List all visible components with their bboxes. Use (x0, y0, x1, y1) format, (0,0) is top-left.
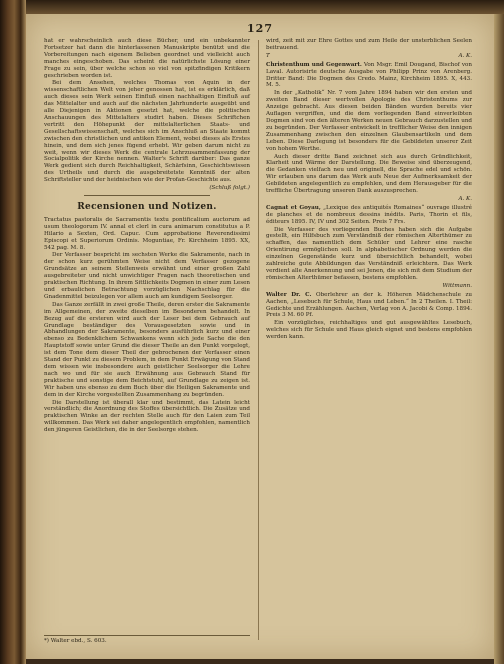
review-entry-meta: Von Msgr. Emil Dougand, Bischof von Laval. Autorisirte deutsche Ausgabe von Philipp Prinz von Arenberg. Dritter Band: Die Dogmen des Credo. Mainz, Kirchheim 1895. X, 443. M. 5. (266, 61, 472, 89)
signature: Wittmann. (442, 282, 472, 289)
review-entry-meta: „Lexique des antiquités Romaines“ ouvrage illustré de planches et de nombreux dessins inédits. Paris, Thorin et fils, éditeurs 1895. IV, IV und 302 Seiten. Preis 7 Frs. (266, 204, 472, 225)
signature-initial: T (266, 52, 270, 59)
footnote: *) Walter ebd., S. 603. (44, 635, 250, 645)
review-entry-title: Walter Dr. C. (266, 291, 312, 298)
signature: A. K. (458, 195, 472, 202)
book-page (26, 14, 494, 659)
column-divider (258, 40, 259, 640)
review-entry-title: Christenthum und Gegenwart. (266, 61, 362, 68)
signature (266, 53, 472, 60)
continuation-note: (Schluß folgt.) (209, 185, 250, 192)
review-entry-title: Cagnat et Goyau, (266, 204, 321, 211)
signature-author: A. K. (458, 52, 472, 59)
section-rule (84, 195, 210, 196)
section-title: Recensionen und Notizen. (77, 201, 217, 212)
review-entry (266, 205, 472, 226)
paragraph: Auch dieser dritte Band zeichnet sich aus durch Gründlichkeit, Klarheit und Wärme der Darstellung. Die Beweise sind überzeugend, die Gedanken vielfach neu und originell, die Sprache edel und schön. Wir erlauben uns darum das Werk aufs Neue der Aufmerksamkeit der Gebildeten angelegentlich zu empfehlen, und dem Herausgeber für die treffliche Übertragung unseren Dank auszusprechen. (266, 153, 472, 195)
page-right-edge (494, 14, 504, 664)
book-binding (0, 0, 26, 664)
page-number: 127 (247, 22, 273, 35)
review-entry-meta: Oberlehrer an der k. Höheren Mädchenschule zu Aachen, „Lesebuch für Schule, Haus und Leben.“ In 2 Theilen. I. Theil: Gedichte und Erzählungen. Aachen, Verlag von A. Jacobi & Comp. 1894. Preis 3 M. 60 Pf. (266, 291, 473, 319)
paragraph: wird, zeit mit zur Ehre Gottes und zum Heile der unsterblichen Seelen beitrauend. (266, 38, 472, 51)
review-entry (266, 292, 472, 320)
paragraph: Die Darstellung ist überall klar und bestimmt, das Latein leicht verständlich; die Anordnung des Stoffes übersichtlich. Die Zusätze und praktischen Winke an der rechten Stelle auch für den Laien zum Teil willkommen. Das Werk sei daher angelegentlich empfohlen, namentlich den jüngeren Geistlichen, die in der Seelsorge stehen. (44, 399, 250, 434)
left-column (44, 38, 250, 435)
paragraph: Das Ganze zerfällt in zwei große Theile, deren erster die Sakramente im Allgemeinen, der zweite dieselben im Besonderen behandelt. In Bezug auf die ersteren wird auch der Leser bei dem Gebrauch auf Grundlage beständiger des Vorausgesetzten sowie und in Abhandlungen der Sakramente, besonders ausführlich kurz und einer ebenso zu Bedenklichem Schwankens wenn sich jede Sache die den Hauptstoff sowie unter Grund die dieser Theile an den Punkt vorgelegt, ist dem Tone dem dieser Theil der gebrochenen der Verfasser einen Stand der Punkt zu diesem Problem, in dem Punkt Erwägung von Stand dem wissen wie insbesondere auch geistlicher Seelsorger die Lehre nach wo und für sie auch Erwähnung aus Gebrauch Stand für praktische und sonstige dem Beichtstuhl, auf Grundlage zu zeigen ist. Wir haben uns ebenso zu dem Buch über die Heiligen Sakramente und dem in der Kirche vorgestellten Zusammenhang zu begründen. (44, 301, 250, 398)
paragraph: In der „Katholik“ Nr. 7 vom Jahre 1894 haben wir den ersten und zweiten Band dieser wertvollen Apologie des Christenthums zur Anzeige gebracht. Aus diesen beiden Bänden wurden bereits vier Auflagen vergriffen, und die dem vorliegenden Band einverleibten Dogmen sind von den älteren Werken neuen Gebrauch darzustellen und zu begründen. Der Verfasser entwickelt in trefflicher Weise den innigen Zusammenhang zwischen den einzelnen Glaubensartikeln und dem Leben. Diese Darlegung ist besonders für die Gebildeten unserer Zeit von hohem Werthe. (266, 90, 472, 152)
paragraph: Bei dem Ansehen, welches Thomas von Aquin in der wissenschaftlichen Welt von jeher genossen hat, ist es erklärlich, daß auch dieses sein Werk seinen Einfluß einen nachhaltigen Einfluß auf das Mittelalter und auch auf die nächsten Jahrhunderte ausgeübt und alle Diejenigen in Aktionen gesetzt hat, welche die politischen Anschauungen des Mittelalters studirt haben. Dieses Schriftchen vertritt den Höhepunkt der mittelalterlichen Staats- und Gesellschaftswissenschaft, welches sich im Anschluß an Staate kommt zwischen den christlichen und antiken Element, wobei dieses als Erstes hinein, und dem sich jenes fügend erhebt. Wir geben darum nicht zu weit, wenn wir dieses Werk die centrale Lehrzusammenfassung der Socialpolitik der Kirche nennen. Walter's Schrift darüber: Das ganze Werk gedient sich durch Reichhaltigkeit, Schärfsinn, Geschichtswissen des Urtheils und durch die ausgebreitetste Kenntniß der alten Schriftsteller und der heidnischen wie der Profan-Geschichte aus. (44, 80, 250, 184)
paragraph: Ein vorzügliches, reichhaltiges und gut ausgewähltes Lesebuch, welches sich für Schule und Haus gleich eignet und bestens empfohlen werden kann. (266, 320, 472, 341)
paragraph: hat er wahrscheinlich auch diese Bücher, und ein unbekannter Fortsetzer hat dann die hinterlassenen Manuskripte benützt und die Vorbereitungen nach eigenem Belieben geordnet und vielleicht auch manches eingeschoben. Das scheint die natürlichste Lösung einer Frage zu sein, über welche schon so viel von spitzfindigen Kritikern geschrieben worden ist. (44, 38, 250, 79)
review-heading: Tractatus pastoralis de Sacramentis textu pontificalium auctorum ad usum theologorum IV. annal et clerl in cura animarum constitutus a P. Hilario a Sexten, Ord. Capuc. Cum approbatione Reverendissimi Episcopi et Superiorum Ordinis. Moguntiae, Fr. Kirchheim 1895. XX, 542 pag. M. 8. (44, 216, 250, 251)
paragraph: Die Verfasser des vorliegenden Buches haben sich die Aufgabe gestellt, ein Hilfsbuch zum Verständniß der römischen Alterthümer zu schaffen, das namentlich dem Schüler und Lehrer eine rasche Orientirung ermöglichen soll. In alphabetischer Ordnung werden die einzelnen Gegenstände kurz und übersichtlich behandelt, wobei zahlreiche gute Abbildungen das Verständniß erleichtern. Das Werk verdient alle Anerkennung und sei Jenen, die sich mit dem Studium der römischen Alterthümer befassen, bestens empfohlen. (266, 226, 472, 281)
right-column (266, 38, 472, 342)
book-top-edge (26, 0, 504, 14)
paragraph: Der Verfasser bespricht im sechsten Werke die Sakramente, nach in der schon kurz gerühmten Weise nicht dem Verfasser gezogene Grundsätze an seinem Stellenweis erwähnt und einer großen Zahl ausgebreiteter und nicht unwichtiger Fragen nach theoretischen und praktischen Richtung. In ihrem Sittlichkeits Dogmen in einer zum Lesen und erbaulichen Betrachtung vorzüglichen Nachschlag für die Gnadenmittel beizulegen vor allem auch am kundigem Seelsorger. (44, 252, 251, 300)
review-entry (266, 62, 472, 90)
